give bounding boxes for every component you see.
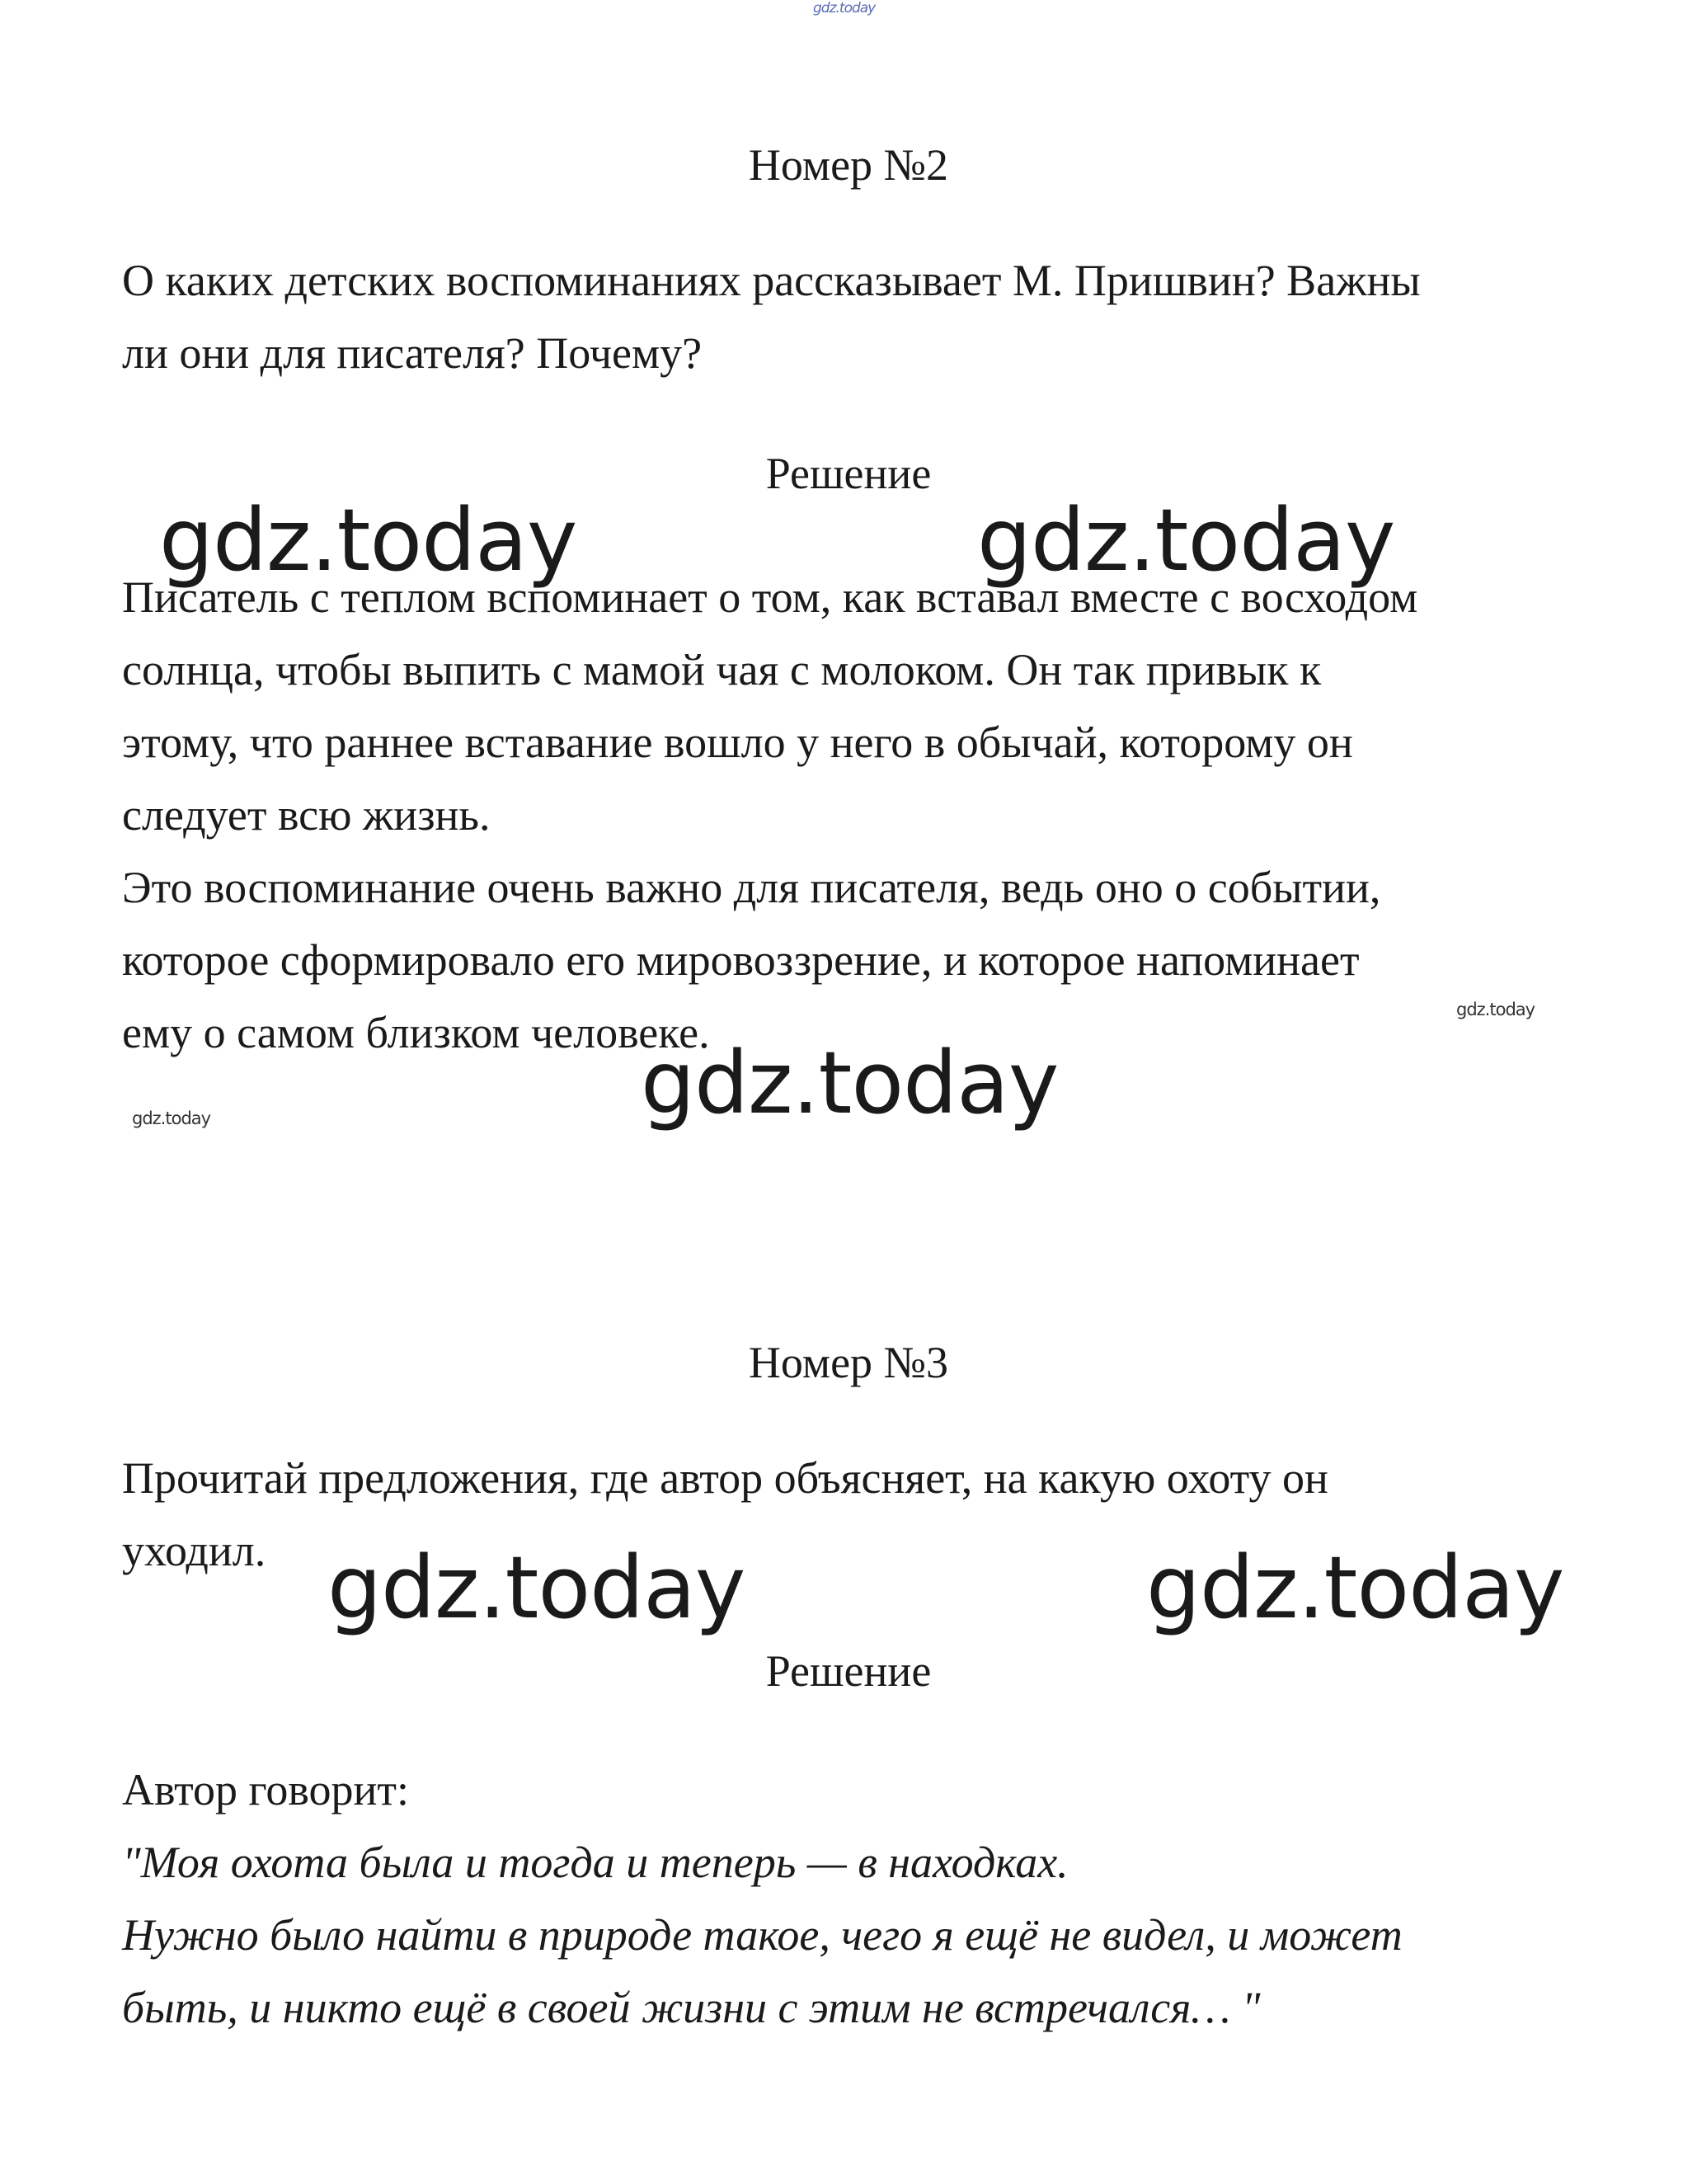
answer-line: ему о самом близком человеке. [122,1008,710,1057]
section-2-answer [122,561,1573,1069]
answer-line: которое сформировало его мировоззрение, и которое напоминает [122,935,1360,985]
section-3-answer [122,1753,1573,2044]
question-line: О каких детских воспоминаниях рассказывает М. Пришвин? Важны [122,256,1421,305]
answer-line: следует всю жизнь. [122,790,491,840]
question-line: уходил. [122,1526,266,1575]
question-line: Прочитай предложения, где автор объясняет, на какую охоту он [122,1453,1328,1503]
watermark-large: gdz.today [977,490,1395,591]
section-2-question [122,244,1573,389]
watermark-large: gdz.today [1146,1537,1564,1638]
answer-line: Это воспоминание очень важно для писателя, ведь оно о событии, [122,863,1381,912]
watermark-large: gdz.today [641,1033,1059,1133]
watermark-large: gdz.today [327,1537,745,1638]
quote-line: "Моя охота была и тогда и теперь — в находках. [122,1838,1069,1887]
quote-line: Нужно было найти в природе такое, чего я ещё не видел, и может [122,1910,1403,1960]
question-line: ли они для писателя? Почему? [122,328,703,378]
section-3-solution-label: Решение [765,1646,932,1696]
answer-line: этому, что раннее вставание вошло у него в обычай, которому он [122,718,1353,767]
watermark-small: gdz.today [132,1108,211,1128]
watermark-small: gdz.today [1456,1000,1535,1019]
watermark-large: gdz.today [159,490,577,591]
quote-line: быть, и никто ещё в своей жизни с этим не встречался… " [122,1983,1261,2032]
answer-line: солнца, чтобы выпить с мамой чая с молоком. Он так привык к [122,645,1322,694]
section-3-title: Номер №3 [748,1338,949,1387]
section-2-solution-label: Решение [765,449,932,498]
watermark-top: gdz.today [813,0,876,16]
answer-line: Писатель с теплом вспоминает о том, как вставал вместе с восходом [122,572,1418,622]
section-2-title: Номер №2 [748,140,949,190]
answer-intro: Автор говорит: [122,1765,409,1815]
